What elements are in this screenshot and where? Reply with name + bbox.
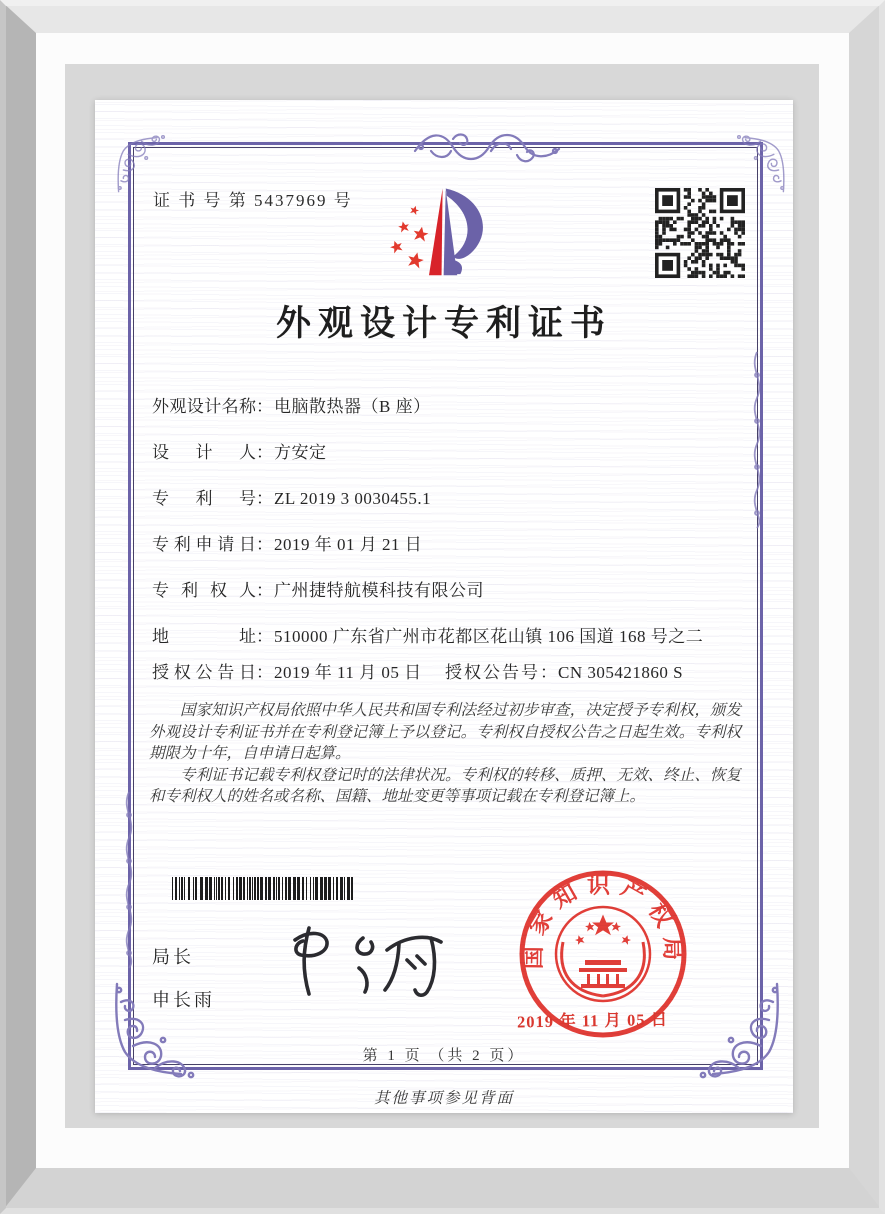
right-border-lace bbox=[747, 350, 767, 530]
field-value: 方安定 bbox=[274, 443, 327, 462]
field-design-name: 外观设计名称：电脑散热器（B 座） bbox=[152, 392, 431, 417]
field-label: 专利号 bbox=[152, 489, 256, 508]
field-grant-date: 授权公告日：2019 年 11 月 05 日 授权公告号：CN 305421860 S bbox=[152, 658, 422, 683]
legal-paragraph-1: 国家知识产权局依照中华人民共和国专利法经过初步审查，决定授予专利权，颁发外观设计专利证书并在专利登记簿上予以登记。专利权自授权公告之日起生效。专利权期限为十年，自申请日起算。 bbox=[149, 702, 741, 762]
field-value: 2019 年 11 月 05 日 bbox=[274, 663, 422, 682]
seal-date: 2019 年 11 月 05 日 bbox=[516, 1009, 669, 1032]
director-block bbox=[152, 943, 215, 1029]
certificate-title: 外观设计专利证书 bbox=[275, 304, 612, 343]
field-value: 510000 广东省广州市花都区花山镇 106 国道 168 号之二 bbox=[274, 627, 704, 646]
legal-paragraph-2: 专利证书记载专利权登记时的法律状况。专利权的转移、质押、无效、终止、恢复和专利权人的姓名或名称、国籍、地址变更等事项记载在专利登记簿上。 bbox=[149, 766, 741, 805]
top-border-flourish bbox=[413, 113, 563, 165]
field-label: 专利申请日 bbox=[152, 535, 256, 554]
field-label: 授权公告日 bbox=[152, 663, 256, 682]
official-seal bbox=[513, 866, 693, 1046]
field-filing-date: 专利申请日：2019 年 01 月 21 日 bbox=[152, 530, 422, 555]
field-label: 外观设计名称 bbox=[152, 397, 256, 416]
bottom-right-corner-flourish bbox=[683, 980, 783, 1080]
field-value: CN 305421860 S bbox=[558, 663, 684, 682]
field-label: 专利权人 bbox=[152, 581, 256, 600]
top-left-corner-flourish bbox=[115, 134, 175, 194]
field-value: 电脑散热器（B 座） bbox=[274, 397, 431, 416]
field-label: 地址 bbox=[152, 627, 256, 646]
left-border-lace bbox=[119, 790, 139, 970]
certificate-number: 证 书 号 第 5437969 号 bbox=[153, 191, 353, 210]
footer-note: 其他事项参见背面 bbox=[373, 1090, 514, 1107]
field-address: 地址：510000 广东省广州市花都区花山镇 106 国道 168 号之二 bbox=[152, 622, 703, 647]
national-emblem-icon bbox=[556, 907, 650, 1001]
barcode bbox=[172, 877, 353, 900]
field-designer: 设计人：方安定 bbox=[152, 438, 327, 463]
field-value: 2019 年 01 月 21 日 bbox=[274, 535, 423, 554]
director-signature bbox=[275, 912, 455, 1002]
cnipa-logo-icon bbox=[383, 178, 498, 293]
field-patentee: 专利权人：广州捷特航模科技有限公司 bbox=[152, 576, 484, 601]
field-patent-no: 专利号：ZL 2019 3 0030455.1 bbox=[152, 484, 431, 509]
legal-text bbox=[149, 700, 741, 808]
qr-code bbox=[655, 188, 745, 278]
field-grant-no: 授权公告号：CN 305421860 S bbox=[445, 663, 684, 682]
seal-agency-text: 国家知识产权局 bbox=[520, 872, 686, 970]
director-name: 申长雨 bbox=[152, 990, 215, 1010]
certificate-paper bbox=[95, 100, 793, 1113]
field-value: ZL 2019 3 0030455.1 bbox=[274, 489, 432, 508]
top-right-corner-flourish bbox=[727, 134, 787, 194]
field-label: 设计人 bbox=[152, 443, 256, 462]
page-number: 第 1 页 （共 2 页） bbox=[362, 1048, 526, 1064]
field-label: 授权公告号 bbox=[445, 663, 540, 682]
director-title: 局长 bbox=[152, 947, 194, 967]
field-value: 广州捷特航模科技有限公司 bbox=[274, 581, 484, 600]
